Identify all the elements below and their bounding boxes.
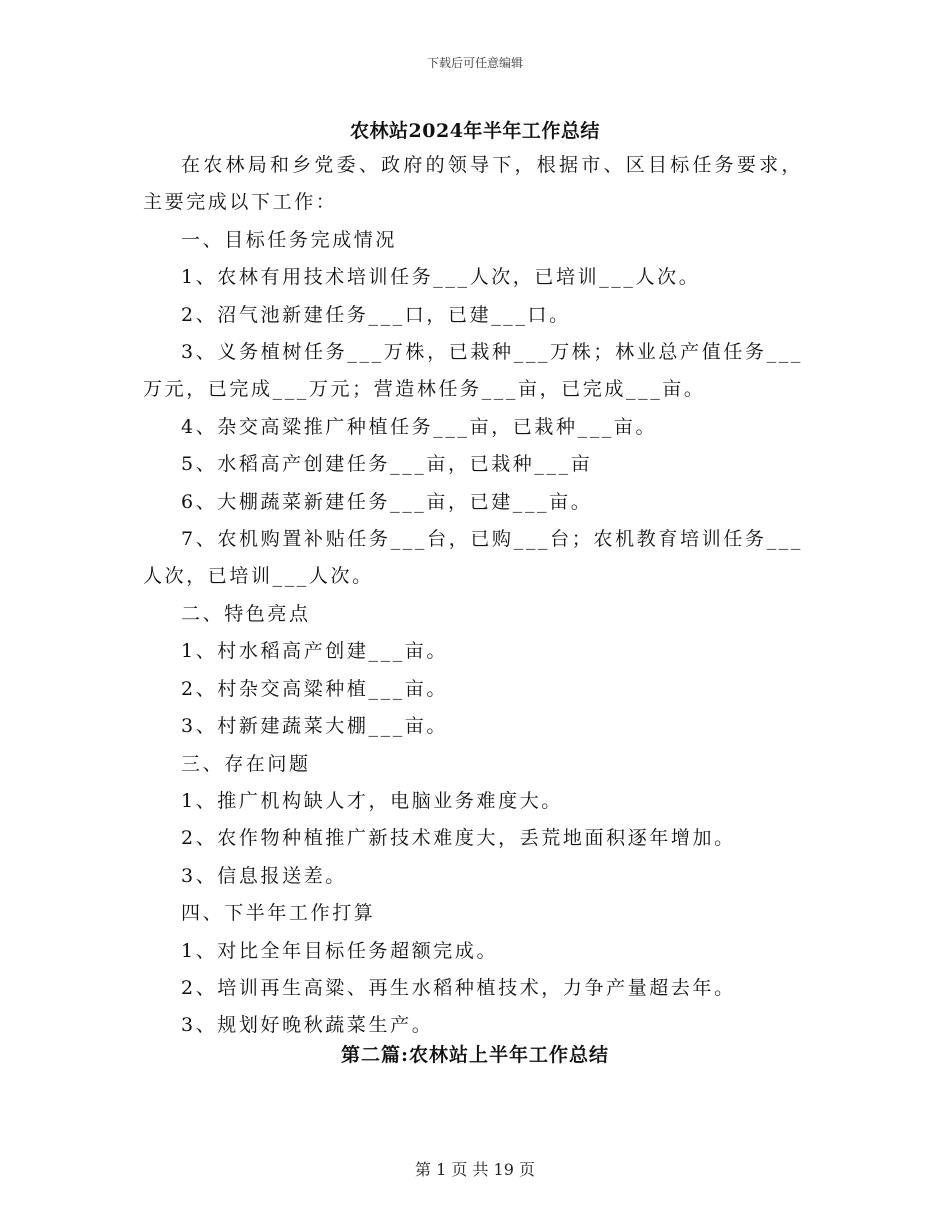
list-item: 3、信息报送差。 [181,864,347,887]
section-heading: 一、目标任务完成情况 [181,228,398,251]
list-item: 1、推广机构缺人才，电脑业务难度大。 [181,789,563,812]
list-item: 2、沼气池新建任务___口，已建___口。 [181,303,571,326]
list-item: 1、农林有用技术培训任务___人次，已培训___人次。 [181,266,701,289]
list-item: 6、大棚蔬菜新建任务___亩，已建___亩。 [181,490,593,513]
list-item: 4、杂交高粱推广种植任务___亩，已栽种___亩。 [181,415,658,438]
list-item: 2、村杂交高粱种植___亩。 [181,677,448,700]
list-item: 1、村水稻高产创建___亩。 [181,640,448,663]
document-title: 农林站2024年半年工作总结 [350,120,600,142]
document-body [143,147,803,1045]
page-number: 第 1 页 共 19 页 [415,1160,535,1179]
page-header-note: 下载后可任意编辑 [426,56,523,70]
list-item: 5、水稻高产创建任务___亩，已栽种___亩 [181,453,593,476]
list-item: 2、培训再生高粱、再生水稻种植技术，力争产量超去年。 [181,976,736,999]
list-item: 2、农作物种植推广新技术难度大，丢荒地面积逐年增加。 [181,827,736,850]
intro-paragraph: 在农林局和乡党委、政府的领导下，根据市、区目标任务要求，主要完成以下工作： [143,154,803,214]
section-heading: 二、特色亮点 [181,602,311,625]
list-item: 3、规划好晚秋蔬菜生产。 [181,1014,434,1037]
list-item: 1、对比全年目标任务超额完成。 [181,939,499,962]
second-article-title: 第二篇:农林站上半年工作总结 [340,1044,609,1066]
list-item: 3、村新建蔬菜大棚___亩。 [181,715,448,738]
section-heading: 四、下半年工作打算 [181,902,376,925]
section-heading: 三、存在问题 [181,752,311,775]
list-item: 3、义务植树任务___万株，已栽种___万株；林业总产值任务___万元，已完成___万元；营造林任务___亩，已完成___亩。 [143,341,803,401]
list-item: 7、农机购置补贴任务___台，已购___台；农机教育培训任务___人次，已培训___人次。 [143,528,803,588]
